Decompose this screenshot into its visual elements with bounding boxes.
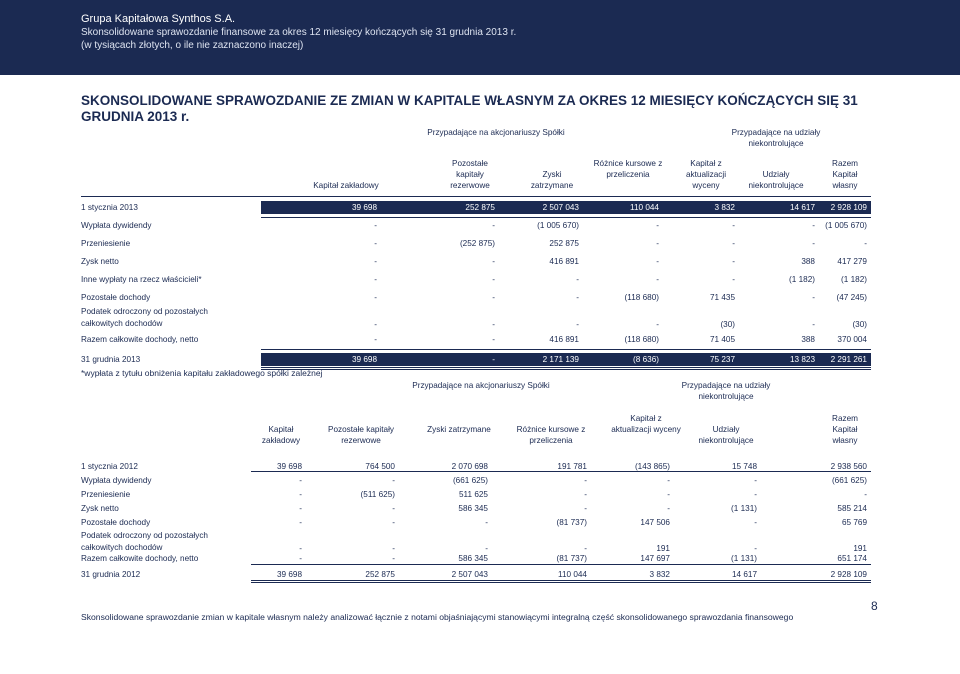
cell-value: 15 748 bbox=[731, 462, 757, 471]
equity-table-2013 bbox=[81, 125, 871, 365]
cell-value: (30) bbox=[720, 320, 735, 329]
cell-value: 586 345 bbox=[458, 554, 488, 563]
cell-value: 39 698 bbox=[351, 355, 377, 364]
row-label: Razem całkowite dochody, netto bbox=[81, 335, 199, 344]
cell-value: (252 875) bbox=[459, 239, 495, 248]
cell-value: 2 171 139 bbox=[542, 355, 579, 364]
cell-value: 3 832 bbox=[649, 570, 670, 579]
cell-value: - bbox=[374, 335, 377, 344]
cell-value: 65 769 bbox=[841, 518, 867, 527]
group-header-nci: Przypadające na udziały niekontrolujące bbox=[681, 381, 771, 401]
cell-value: - bbox=[812, 293, 815, 302]
table-row bbox=[81, 333, 871, 346]
cell-value: (81 737) bbox=[556, 554, 587, 563]
row-label: 1 stycznia 2012 bbox=[81, 462, 138, 471]
table-row bbox=[81, 474, 871, 487]
row-label: 31 grudnia 2012 bbox=[81, 570, 141, 579]
cell-value: - bbox=[492, 335, 495, 344]
cell-value: - bbox=[492, 320, 495, 329]
col-other-reserves: Pozostałe kapitały rezerwowe bbox=[450, 159, 490, 190]
cell-value: (30) bbox=[852, 320, 867, 329]
col-share-capital: Kapitał zakładowy bbox=[313, 181, 379, 190]
header-rule bbox=[81, 196, 871, 197]
col-fx-differences: Różnice kursowe z przeliczenia bbox=[593, 159, 663, 179]
page-footer: Skonsolidowane sprawozdanie zmian w kapitale własnym należy analizować łącznie z notami objaśniającymi stanowiącymi integralną część skonsolidowanego sprawozdania finansowego bbox=[81, 612, 794, 622]
cell-value: 252 875 bbox=[365, 570, 395, 579]
cell-value: 252 875 bbox=[549, 239, 579, 248]
cell-value: (118 680) bbox=[624, 293, 659, 302]
table-row bbox=[81, 201, 871, 214]
cell-value: - bbox=[667, 476, 670, 485]
row-label: Podatek odroczony od pozostałych bbox=[81, 307, 208, 316]
cell-value: - bbox=[299, 518, 302, 527]
row-label: 1 stycznia 2013 bbox=[81, 203, 138, 212]
cell-value: - bbox=[392, 518, 395, 527]
cell-value: - bbox=[299, 476, 302, 485]
cell-value: - bbox=[492, 355, 495, 364]
cell-value: - bbox=[485, 544, 488, 553]
row-rule bbox=[261, 217, 871, 218]
row-label: Pozostałe dochody bbox=[81, 518, 151, 527]
cell-value: - bbox=[656, 320, 659, 329]
cell-value: (1 005 670) bbox=[825, 221, 867, 230]
cell-value: (81 737) bbox=[556, 518, 587, 527]
row-label: Podatek odroczony od pozostałych bbox=[81, 531, 208, 540]
double-rule-bottom bbox=[251, 582, 871, 583]
report-header bbox=[0, 0, 960, 75]
cell-value: 39 698 bbox=[276, 462, 302, 471]
cell-value: (661 625) bbox=[831, 476, 867, 485]
row-label: Zysk netto bbox=[81, 257, 119, 266]
row-label: 31 grudnia 2013 bbox=[81, 355, 141, 364]
cell-value: 2 928 109 bbox=[830, 203, 867, 212]
cell-value: - bbox=[584, 476, 587, 485]
cell-value: (511 625) bbox=[360, 490, 395, 499]
cell-value: - bbox=[374, 239, 377, 248]
cell-value: (8 636) bbox=[633, 355, 659, 364]
row-rule bbox=[251, 471, 871, 472]
cell-value: 2 070 698 bbox=[451, 462, 488, 471]
row-label: Przeniesienie bbox=[81, 239, 131, 248]
cell-value: 388 bbox=[801, 257, 815, 266]
cell-value: - bbox=[656, 257, 659, 266]
cell-value: - bbox=[374, 320, 377, 329]
col-total-equity: Razem Kapitał własny bbox=[832, 159, 858, 190]
cell-value: - bbox=[374, 221, 377, 230]
company-name: Grupa Kapitałowa Synthos S.A. bbox=[81, 13, 236, 25]
col-retained-earnings: Zyski zatrzymane bbox=[530, 170, 574, 190]
cell-value: 110 044 bbox=[630, 203, 659, 212]
table-row bbox=[81, 237, 871, 250]
equity-table-2012 bbox=[81, 378, 871, 588]
cell-value: - bbox=[584, 544, 587, 553]
cell-value: - bbox=[374, 257, 377, 266]
cell-value: 416 891 bbox=[549, 335, 579, 344]
col-other-reserves: Pozostałe kapitały rezerwowe bbox=[328, 425, 394, 445]
cell-value: 651 174 bbox=[837, 554, 867, 563]
cell-value: - bbox=[392, 476, 395, 485]
table-row bbox=[81, 353, 871, 366]
cell-value: 191 781 bbox=[557, 462, 587, 471]
col-revaluation: Kapitał z aktualizacji wyceny bbox=[685, 159, 727, 190]
table-row bbox=[81, 291, 871, 304]
double-rule-top bbox=[251, 580, 871, 581]
cell-value: - bbox=[864, 490, 867, 499]
cell-value: 75 237 bbox=[709, 355, 735, 364]
row-rule bbox=[251, 564, 871, 565]
units-note: (w tysiącach złotych, o ile nie zaznaczono inaczej) bbox=[81, 40, 304, 51]
cell-value: 2 291 261 bbox=[830, 355, 867, 364]
cell-value: - bbox=[584, 490, 587, 499]
cell-value: 191 bbox=[853, 544, 867, 553]
col-revaluation: Kapitał z aktualizacji wyceny bbox=[611, 414, 681, 434]
cell-value: - bbox=[732, 221, 735, 230]
cell-value: - bbox=[299, 490, 302, 499]
cell-value: - bbox=[656, 221, 659, 230]
table-row bbox=[81, 305, 871, 331]
cell-value: - bbox=[732, 239, 735, 248]
cell-value: (1 131) bbox=[731, 504, 757, 513]
cell-value: - bbox=[754, 518, 757, 527]
row-label-2: całkowitych dochodów bbox=[81, 319, 163, 328]
cell-value: 416 891 bbox=[549, 257, 579, 266]
cell-value: 586 345 bbox=[458, 504, 488, 513]
row-label: Wypłata dywidendy bbox=[81, 221, 152, 230]
col-share-capital: Kapitał zakładowy bbox=[261, 425, 301, 445]
cell-value: (143 865) bbox=[634, 462, 670, 471]
cell-value: 3 832 bbox=[714, 203, 735, 212]
cell-value: 2 507 043 bbox=[451, 570, 488, 579]
table-row bbox=[81, 488, 871, 501]
page-number: 8 bbox=[871, 599, 878, 613]
cell-value: - bbox=[584, 504, 587, 513]
cell-value: (661 625) bbox=[452, 476, 488, 485]
row-label: Przeniesienie bbox=[81, 490, 131, 499]
cell-value: 147 697 bbox=[640, 554, 670, 563]
col-fx-differences: Różnice kursowe z przeliczenia bbox=[516, 425, 586, 445]
cell-value: 191 bbox=[656, 544, 670, 553]
cell-value: - bbox=[392, 554, 395, 563]
cell-value: 388 bbox=[801, 335, 815, 344]
cell-value: - bbox=[374, 275, 377, 284]
cell-value: - bbox=[392, 544, 395, 553]
cell-value: - bbox=[576, 293, 579, 302]
cell-value: - bbox=[392, 504, 395, 513]
footnote: *wypłata z tytułu obniżenia kapitału zakładowego spółki zależnej bbox=[81, 368, 323, 378]
cell-value: - bbox=[754, 544, 757, 553]
col-nci: Udziały niekontrolujące bbox=[698, 425, 754, 445]
cell-value: (1 182) bbox=[841, 275, 867, 284]
row-label: Zysk netto bbox=[81, 504, 119, 513]
cell-value: - bbox=[299, 554, 302, 563]
cell-value: 147 506 bbox=[640, 518, 670, 527]
cell-value: - bbox=[754, 476, 757, 485]
cell-value: 110 044 bbox=[558, 570, 587, 579]
row-label: Razem całkowite dochody, netto bbox=[81, 554, 199, 563]
cell-value: - bbox=[576, 320, 579, 329]
cell-value: - bbox=[864, 239, 867, 248]
row-label: Pozostałe dochody bbox=[81, 293, 151, 302]
cell-value: - bbox=[812, 320, 815, 329]
cell-value: - bbox=[492, 293, 495, 302]
cell-value: - bbox=[667, 490, 670, 499]
cell-value: 39 698 bbox=[276, 570, 302, 579]
cell-value: - bbox=[812, 239, 815, 248]
cell-value: 71 435 bbox=[709, 293, 735, 302]
group-header-parent: Przypadające na akcjonariuszy Spółki bbox=[427, 128, 565, 137]
cell-value: 71 405 bbox=[709, 335, 735, 344]
table-row bbox=[81, 273, 871, 286]
cell-value: 585 214 bbox=[837, 504, 867, 513]
row-label: Inne wypłaty na rzecz właścicieli* bbox=[81, 275, 202, 284]
cell-value: (1 005 670) bbox=[537, 221, 579, 230]
cell-value: (1 182) bbox=[789, 275, 815, 284]
cell-value: 252 875 bbox=[465, 203, 495, 212]
cell-value: - bbox=[492, 221, 495, 230]
cell-value: 2 507 043 bbox=[542, 203, 579, 212]
cell-value: (47 245) bbox=[836, 293, 867, 302]
cell-value: (118 680) bbox=[624, 335, 659, 344]
cell-value: 417 279 bbox=[837, 257, 867, 266]
table-row bbox=[81, 255, 871, 268]
cell-value: - bbox=[754, 490, 757, 499]
cell-value: 370 004 bbox=[837, 335, 867, 344]
table-row bbox=[81, 516, 871, 529]
cell-value: - bbox=[812, 221, 815, 230]
cell-value: - bbox=[732, 257, 735, 266]
cell-value: 2 928 109 bbox=[830, 570, 867, 579]
group-header-nci: Przypadające na udziały niekontrolujące bbox=[731, 128, 821, 148]
cell-value: (1 131) bbox=[731, 554, 757, 563]
cell-value: - bbox=[656, 239, 659, 248]
table-row bbox=[81, 502, 871, 515]
cell-value: - bbox=[656, 275, 659, 284]
cell-value: - bbox=[485, 518, 488, 527]
cell-value: 39 698 bbox=[351, 203, 377, 212]
col-retained-earnings: Zyski zatrzymane bbox=[427, 425, 491, 434]
table-row bbox=[81, 219, 871, 232]
double-rule-bottom bbox=[261, 369, 871, 370]
cell-value: - bbox=[492, 257, 495, 266]
row-rule bbox=[261, 349, 871, 350]
cell-value: 511 625 bbox=[459, 490, 488, 499]
cell-value: - bbox=[299, 504, 302, 513]
page-title: SKONSOLIDOWANE SPRAWOZDANIE ZE ZMIAN W KAPITALE WŁASNYM ZA OKRES 12 MIESIĘCY KOŃCZĄCYCH SIĘ 31 GRUDNIA 2013 r. bbox=[81, 93, 858, 124]
cell-value: 764 500 bbox=[365, 462, 395, 471]
cell-value: 13 823 bbox=[789, 355, 815, 364]
group-header-parent: Przypadające na akcjonariuszy Spółki bbox=[412, 381, 550, 390]
double-rule-top bbox=[261, 367, 871, 368]
cell-value: - bbox=[374, 293, 377, 302]
col-nci: Udziały niekontrolujące bbox=[748, 170, 804, 190]
cell-value: - bbox=[576, 275, 579, 284]
row-label: Wypłata dywidendy bbox=[81, 476, 152, 485]
cell-value: - bbox=[732, 275, 735, 284]
cell-value: - bbox=[492, 275, 495, 284]
cell-value: 2 938 560 bbox=[830, 462, 867, 471]
row-label-2: całkowitych dochodów bbox=[81, 543, 163, 552]
cell-value: 14 617 bbox=[731, 570, 757, 579]
cell-value: - bbox=[667, 504, 670, 513]
cell-value: 14 617 bbox=[789, 203, 815, 212]
cell-value: - bbox=[299, 544, 302, 553]
report-name: Skonsolidowane sprawozdanie finansowe za okres 12 miesięcy kończących się 31 grudnia 2013 r. bbox=[81, 27, 517, 38]
col-total-equity: Razem Kapitał własny bbox=[832, 414, 858, 445]
